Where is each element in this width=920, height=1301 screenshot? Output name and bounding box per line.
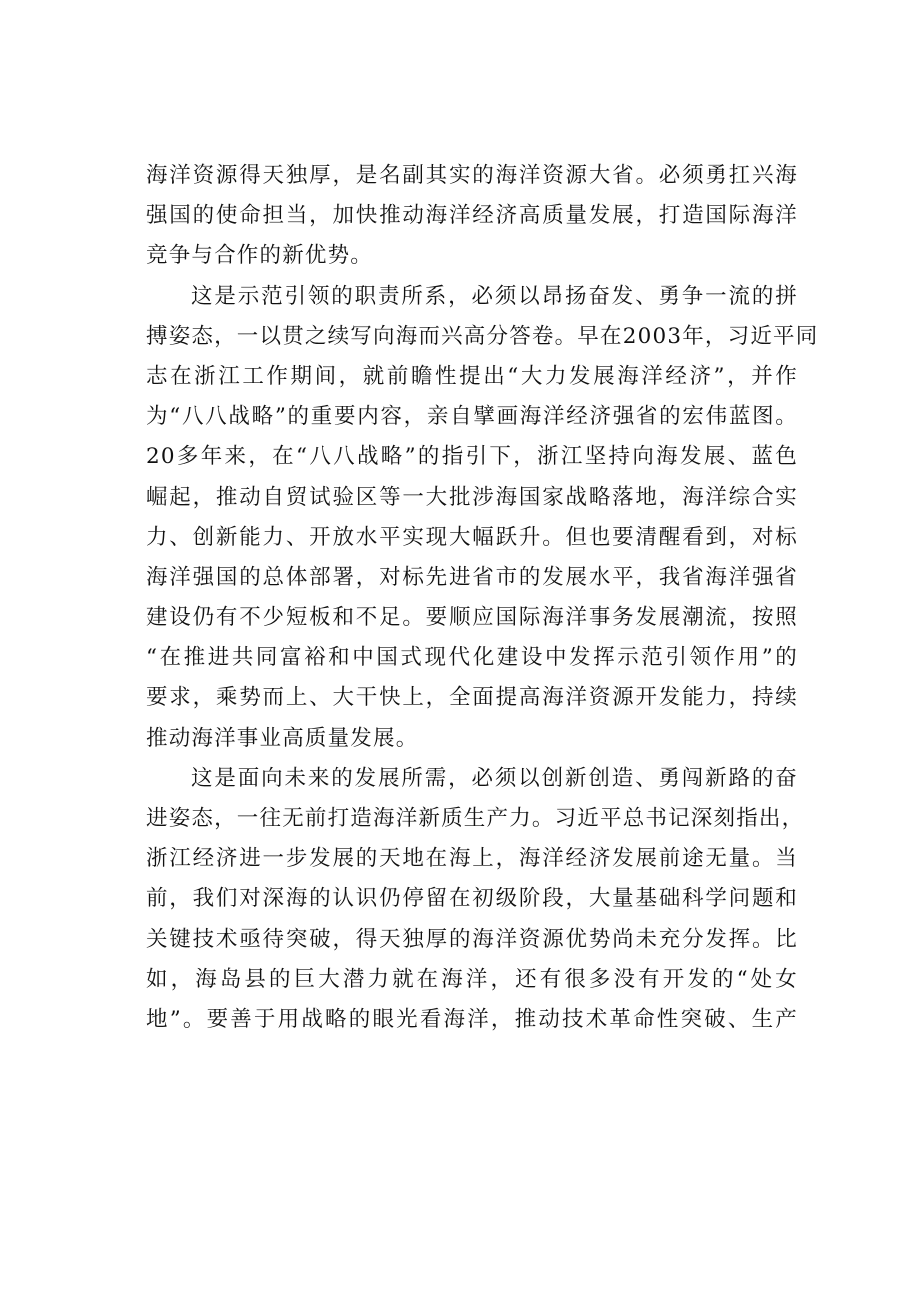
text-line: 竞争与合作的新优势。	[146, 243, 374, 269]
text-line: 这是示范引领的职责所系，必须以昂扬奋发、勇争一流的拼	[191, 283, 798, 309]
text-line: 强国的使命担当，加快推动海洋经济高质量发展，打造国际海洋	[146, 203, 798, 229]
text-line: 20多年来，在“八八战略”的指引下，浙江坚持向海发展、蓝色	[146, 444, 798, 470]
text-line: 进姿态，一往无前打造海洋新质生产力。习近平总书记深刻指出，	[146, 806, 805, 831]
text-line: 要求，乘势而上、大干快上，全面提高海洋资源开发能力，持续	[146, 685, 798, 711]
document-body-text	[146, 156, 819, 1040]
text-line: 崛起，推动自贸试验区等一大批涉海国家战略落地，海洋综合实	[146, 484, 798, 510]
text-line: 前，我们对深海的认识仍停留在初级阶段，大量基础科学问题和	[146, 886, 798, 912]
text-line: 地”。要善于用战略的眼光看海洋，推动技术革命性突破、生产	[146, 1006, 798, 1032]
text-line: 搏姿态，一以贯之续写向海而兴高分答卷。早在2003年，习近平同	[146, 323, 819, 349]
text-line: 海洋资源得天独厚，是名副其实的海洋资源大省。必须勇扛兴海	[146, 163, 798, 188]
text-line: 海洋强国的总体部署，对标先进省市的发展水平，我省海洋强省	[146, 564, 798, 590]
text-line: 关键技术亟待突破，得天独厚的海洋资源优势尚未充分发挥。比	[146, 926, 798, 952]
text-line: 如，海岛县的巨大潜力就在海洋，还有很多没有开发的“处女	[146, 966, 798, 992]
text-line: 建设仍有不少短板和不足。要顺应国际海洋事务发展潮流，按照	[146, 605, 798, 631]
text-line: 浙江经济进一步发展的天地在海上，海洋经济发展前途无量。当	[146, 846, 798, 872]
text-line: 推动海洋事业高质量发展。	[146, 725, 419, 751]
text-line: 这是面向未来的发展所需，必须以创新创造、勇闯新路的奋	[191, 765, 798, 791]
text-line: 为“八八战略”的重要内容，亲自擘画海洋经济强省的宏伟蓝图。	[146, 404, 798, 430]
text-line: 力、创新能力、开放水平实现大幅跃升。但也要清醒看到，对标	[146, 524, 798, 550]
text-line: “在推进共同富裕和中国式现代化建设中发挥示范引领作用”的	[146, 645, 798, 671]
text-line: 志在浙江工作期间，就前瞻性提出“大力发展海洋经济”，并作	[146, 363, 798, 389]
